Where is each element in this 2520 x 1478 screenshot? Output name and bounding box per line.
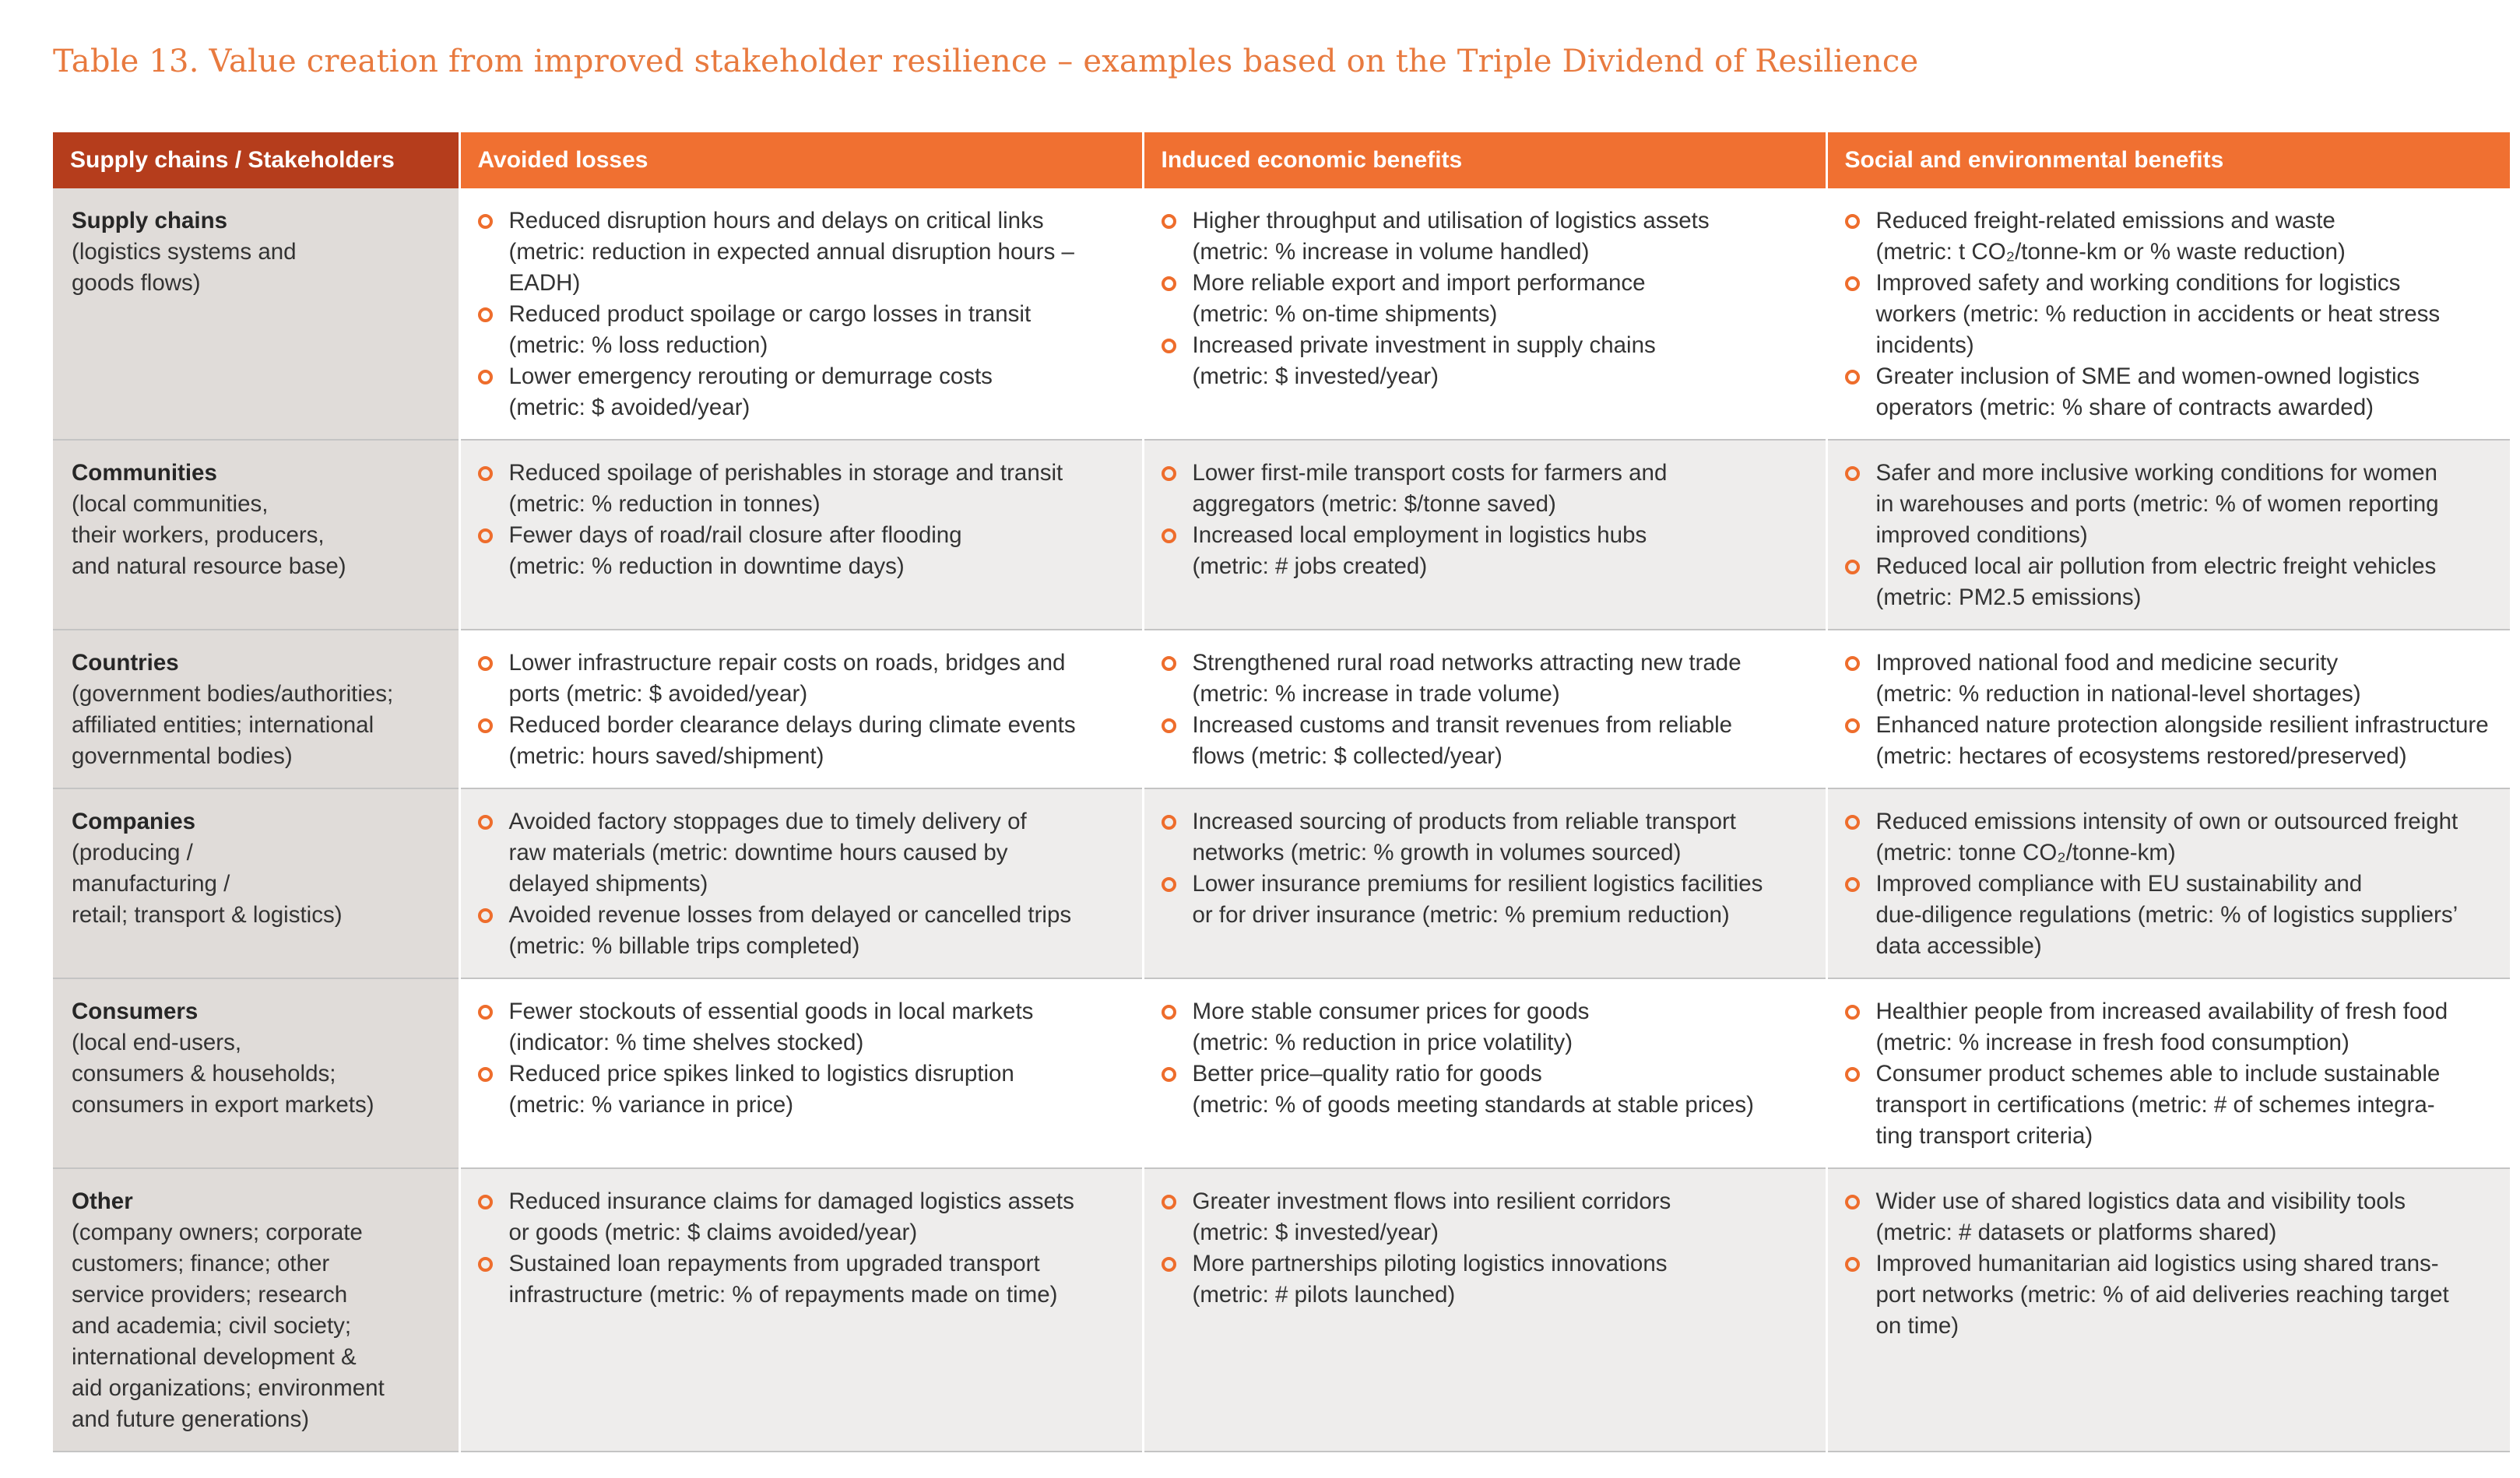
social-environmental-benefits-cell [1826, 440, 2510, 630]
stakeholder-cell [53, 188, 459, 440]
list-item [476, 710, 1126, 772]
circle-bullet-icon [478, 718, 493, 733]
list-item [476, 1058, 1126, 1121]
list-item-text: Lower insurance premiums for resilient logistics facilities or for driver insurance (metric: % premium reduction) [1192, 871, 1763, 928]
list-item-text: Sustained loan repayments from upgraded transport infrastructure (metric: % of repayments made on time) [508, 1251, 1058, 1308]
header-avoided-losses: Avoided losses [459, 132, 1143, 188]
circle-bullet-icon [478, 528, 493, 543]
list-item [1160, 268, 1810, 330]
list-item [1843, 1186, 2495, 1248]
list-item [476, 996, 1126, 1058]
list-item [1843, 268, 2495, 361]
stakeholder-cell [53, 1168, 459, 1452]
circle-bullet-icon [1845, 370, 1860, 384]
header-stakeholders: Supply chains / Stakeholders [53, 132, 459, 188]
list-item-text: Higher throughput and utilisation of logistics assets (metric: % increase in volume handled) [1192, 208, 1710, 265]
circle-bullet-icon [478, 908, 493, 923]
list-item-text: Increased private investment in supply chains (metric: $ invested/year) [1192, 332, 1656, 389]
bullet-list [476, 1186, 1126, 1311]
circle-bullet-icon [478, 370, 493, 384]
circle-bullet-icon [478, 1195, 493, 1209]
circle-bullet-icon [1845, 1067, 1860, 1082]
list-item-text: Reduced insurance claims for damaged logistics assets or goods (metric: $ claims avoided/year) [508, 1188, 1074, 1245]
bullet-list [1843, 996, 2495, 1152]
stakeholder-name: Other [72, 1188, 133, 1214]
circle-bullet-icon [1162, 1005, 1176, 1020]
header-induced-economic-benefits: Induced economic benefits [1143, 132, 1826, 188]
circle-bullet-icon [1845, 1005, 1860, 1020]
list-item [476, 361, 1126, 423]
induced-economic-benefits-cell [1143, 978, 1826, 1168]
list-item [1160, 1058, 1810, 1121]
table-row [53, 188, 2510, 440]
bullet-list [1843, 648, 2495, 772]
avoided-losses-cell [459, 788, 1143, 978]
social-environmental-benefits-cell [1826, 788, 2510, 978]
list-item-text: Greater investment flows into resilient corridors (metric: $ invested/year) [1192, 1188, 1671, 1245]
stakeholder-name: Countries [72, 650, 179, 676]
value-creation-table [53, 132, 2510, 1452]
stakeholder-description: (government bodies/authorities; affiliated entities; international governmental bodies) [72, 681, 394, 769]
list-item [1160, 1186, 1810, 1248]
circle-bullet-icon [1162, 276, 1176, 291]
circle-bullet-icon [1845, 815, 1860, 830]
list-item-text: Reduced border clearance delays during climate events (metric: hours saved/shipment) [508, 712, 1076, 769]
circle-bullet-icon [1162, 214, 1176, 229]
list-item-text: Reduced local air pollution from electric freight vehicles (metric: PM2.5 emissions) [1875, 553, 2437, 610]
list-item [1160, 996, 1810, 1058]
avoided-losses-cell [459, 1168, 1143, 1452]
bullet-list [476, 996, 1126, 1121]
induced-economic-benefits-cell [1143, 788, 1826, 978]
stakeholder-cell [53, 440, 459, 630]
list-item [476, 806, 1126, 900]
bullet-list [1843, 458, 2495, 613]
social-environmental-benefits-cell [1826, 630, 2510, 788]
table-body [53, 188, 2510, 1452]
stakeholder-name: Supply chains [72, 208, 227, 233]
list-item-text: Improved safety and working conditions for logistics workers (metric: % reduction in accidents or heat stress incidents) [1875, 270, 2441, 358]
circle-bullet-icon [1162, 815, 1176, 830]
list-item [1843, 648, 2495, 710]
list-item-text: Reduced spoilage of perishables in storage and transit (metric: % reduction in tonnes) [508, 460, 1063, 517]
list-item [476, 648, 1126, 710]
list-item-text: Reduced price spikes linked to logistics disruption (metric: % variance in price) [508, 1061, 1014, 1118]
stakeholder-cell [53, 978, 459, 1168]
list-item-text: Increased sourcing of products from reliable transport networks (metric: % growth in volumes sourced) [1192, 809, 1737, 865]
table-row [53, 1168, 2510, 1452]
circle-bullet-icon [478, 466, 493, 481]
list-item [1843, 710, 2495, 772]
social-environmental-benefits-cell [1826, 1168, 2510, 1452]
list-item-text: Increased local employment in logistics hubs (metric: # jobs created) [1192, 522, 1647, 579]
circle-bullet-icon [478, 1005, 493, 1020]
header-row [53, 132, 2510, 188]
circle-bullet-icon [1845, 276, 1860, 291]
table-row [53, 788, 2510, 978]
list-item-text: Avoided revenue losses from delayed or cancelled trips (metric: % billable trips completed) [508, 902, 1072, 959]
circle-bullet-icon [1162, 1067, 1176, 1082]
bullet-list [1843, 205, 2495, 423]
list-item-text: Healthier people from increased availability of fresh food (metric: % increase in fresh food consumption) [1875, 999, 2448, 1055]
bullet-list [1160, 458, 1810, 582]
circle-bullet-icon [478, 815, 493, 830]
stakeholder-description: (local end-users, consumers & households; consumers in export markets) [72, 1030, 374, 1118]
list-item [1160, 710, 1810, 772]
stakeholder-cell [53, 788, 459, 978]
avoided-losses-cell [459, 630, 1143, 788]
table-title: Table 13. Value creation from improved stakeholder resilience – examples based on the Triple Dividend of Resilience [53, 44, 1919, 79]
circle-bullet-icon [1845, 718, 1860, 733]
induced-economic-benefits-cell [1143, 440, 1826, 630]
stakeholder-name: Consumers [72, 999, 199, 1024]
stakeholder-description: (local communities, their workers, producers, and natural resource base) [72, 491, 346, 579]
list-item [1160, 806, 1810, 869]
list-item [1843, 996, 2495, 1058]
bullet-list [476, 648, 1126, 772]
induced-economic-benefits-cell [1143, 1168, 1826, 1452]
circle-bullet-icon [478, 307, 493, 322]
circle-bullet-icon [1845, 560, 1860, 574]
circle-bullet-icon [1162, 877, 1176, 892]
bullet-list [476, 458, 1126, 582]
stakeholder-name: Companies [72, 809, 196, 834]
list-item [1160, 648, 1810, 710]
bullet-list [1160, 648, 1810, 772]
table-row [53, 630, 2510, 788]
list-item-text: Better price–quality ratio for goods (metric: % of goods meeting standards at stable prices) [1192, 1061, 1754, 1118]
list-item-text: Lower first-mile transport costs for farmers and aggregators (metric: $/tonne saved) [1192, 460, 1668, 517]
avoided-losses-cell [459, 978, 1143, 1168]
header-social-environmental-benefits: Social and environmental benefits [1826, 132, 2510, 188]
list-item [476, 458, 1126, 520]
list-item-text: Reduced emissions intensity of own or outsourced freight (metric: tonne CO₂/tonne-km) [1875, 809, 2458, 865]
circle-bullet-icon [1162, 466, 1176, 481]
list-item [476, 205, 1126, 299]
list-item-text: Safer and more inclusive working conditions for women in warehouses and ports (metric: % of women reporting improved conditions) [1875, 460, 2439, 548]
list-item-text: Lower infrastructure repair costs on roads, bridges and ports (metric: $ avoided/year) [508, 650, 1066, 707]
list-item-text: Increased customs and transit revenues from reliable flows (metric: $ collected/year) [1192, 712, 1733, 769]
list-item [476, 1186, 1126, 1248]
stakeholder-cell [53, 630, 459, 788]
list-item-text: More reliable export and import performance (metric: % on-time shipments) [1192, 270, 1646, 327]
list-item [476, 900, 1126, 962]
list-item-text: More partnerships piloting logistics innovations (metric: # pilots launched) [1192, 1251, 1668, 1308]
list-item [476, 1248, 1126, 1311]
circle-bullet-icon [1162, 339, 1176, 353]
circle-bullet-icon [478, 1257, 493, 1272]
social-environmental-benefits-cell [1826, 188, 2510, 440]
list-item [1160, 458, 1810, 520]
list-item [1160, 330, 1810, 392]
stakeholder-name: Communities [72, 460, 217, 486]
circle-bullet-icon [1162, 1257, 1176, 1272]
induced-economic-benefits-cell [1143, 188, 1826, 440]
list-item [476, 299, 1126, 361]
bullet-list [1160, 205, 1810, 392]
circle-bullet-icon [1845, 466, 1860, 481]
list-item [1843, 551, 2495, 613]
list-item-text: Improved compliance with EU sustainability and due-diligence regulations (metric: % of logistics suppliers’ data accessible) [1875, 871, 2458, 959]
avoided-losses-cell [459, 188, 1143, 440]
list-item-text: More stable consumer prices for goods (metric: % reduction in price volatility) [1192, 999, 1590, 1055]
list-item-text: Strengthened rural road networks attracting new trade (metric: % increase in trade volume) [1192, 650, 1742, 707]
induced-economic-benefits-cell [1143, 630, 1826, 788]
circle-bullet-icon [478, 1067, 493, 1082]
list-item [1843, 806, 2495, 869]
list-item [1160, 520, 1810, 582]
list-item-text: Enhanced nature protection alongside resilient infrastructure (metric: hectares of ecosystems restored/preserved) [1875, 712, 2489, 769]
social-environmental-benefits-cell [1826, 978, 2510, 1168]
list-item-text: Lower emergency rerouting or demurrage costs (metric: $ avoided/year) [508, 363, 993, 420]
list-item-text: Reduced disruption hours and delays on critical links (metric: reduction in expected annual disruption hours – EADH) [508, 208, 1074, 296]
list-item-text: Avoided factory stoppages due to timely delivery of raw materials (metric: downtime hours caused by delayed shipments) [508, 809, 1027, 897]
list-item [476, 520, 1126, 582]
list-item [1843, 361, 2495, 423]
circle-bullet-icon [1162, 1195, 1176, 1209]
list-item-text: Wider use of shared logistics data and visibility tools (metric: # datasets or platforms shared) [1875, 1188, 2406, 1245]
list-item-text: Reduced product spoilage or cargo losses in transit (metric: % loss reduction) [508, 301, 1032, 358]
list-item [1160, 205, 1810, 268]
list-item-text: Fewer days of road/rail closure after flooding (metric: % reduction in downtime days) [508, 522, 962, 579]
circle-bullet-icon [478, 214, 493, 229]
circle-bullet-icon [1845, 1195, 1860, 1209]
list-item-text: Greater inclusion of SME and women-owned logistics operators (metric: % share of contracts awarded) [1875, 363, 2420, 420]
stakeholder-description: (producing / manufacturing / retail; transport & logistics) [72, 840, 343, 928]
bullet-list [1160, 1186, 1810, 1311]
list-item-text: Improved humanitarian aid logistics using shared trans- port networks (metric: % of aid deliveries reaching target on time) [1875, 1251, 2449, 1339]
circle-bullet-icon [1845, 214, 1860, 229]
list-item [1843, 869, 2495, 962]
list-item-text: Improved national food and medicine security (metric: % reduction in national-level shortages) [1875, 650, 2361, 707]
circle-bullet-icon [1162, 656, 1176, 671]
bullet-list [1843, 1186, 2495, 1342]
list-item [1160, 1248, 1810, 1311]
bullet-list [1160, 996, 1810, 1121]
circle-bullet-icon [1845, 877, 1860, 892]
bullet-list [1160, 806, 1810, 931]
table-row [53, 440, 2510, 630]
list-item-text: Fewer stockouts of essential goods in local markets (indicator: % time shelves stocked) [508, 999, 1034, 1055]
list-item-text: Consumer product schemes able to include sustainable transport in certifications (metric: # of schemes integra- ting transport criteria) [1875, 1061, 2441, 1149]
bullet-list [476, 806, 1126, 962]
table-row [53, 978, 2510, 1168]
bullet-list [476, 205, 1126, 423]
circle-bullet-icon [1162, 528, 1176, 543]
list-item-text: Reduced freight-related emissions and waste (metric: t CO₂/tonne-km or % waste reduction) [1875, 208, 2346, 265]
circle-bullet-icon [1845, 656, 1860, 671]
list-item [1843, 1058, 2495, 1152]
circle-bullet-icon [1162, 718, 1176, 733]
circle-bullet-icon [1845, 1257, 1860, 1272]
circle-bullet-icon [478, 656, 493, 671]
list-item [1843, 1248, 2495, 1342]
list-item [1843, 458, 2495, 551]
stakeholder-description: (logistics systems and goods flows) [72, 239, 297, 296]
stakeholder-description: (company owners; corporate customers; finance; other service providers; research and academia; civil society; international development & aid organizations; environment and future generations) [72, 1220, 385, 1432]
list-item [1843, 205, 2495, 268]
list-item [1160, 869, 1810, 931]
avoided-losses-cell [459, 440, 1143, 630]
bullet-list [1843, 806, 2495, 962]
